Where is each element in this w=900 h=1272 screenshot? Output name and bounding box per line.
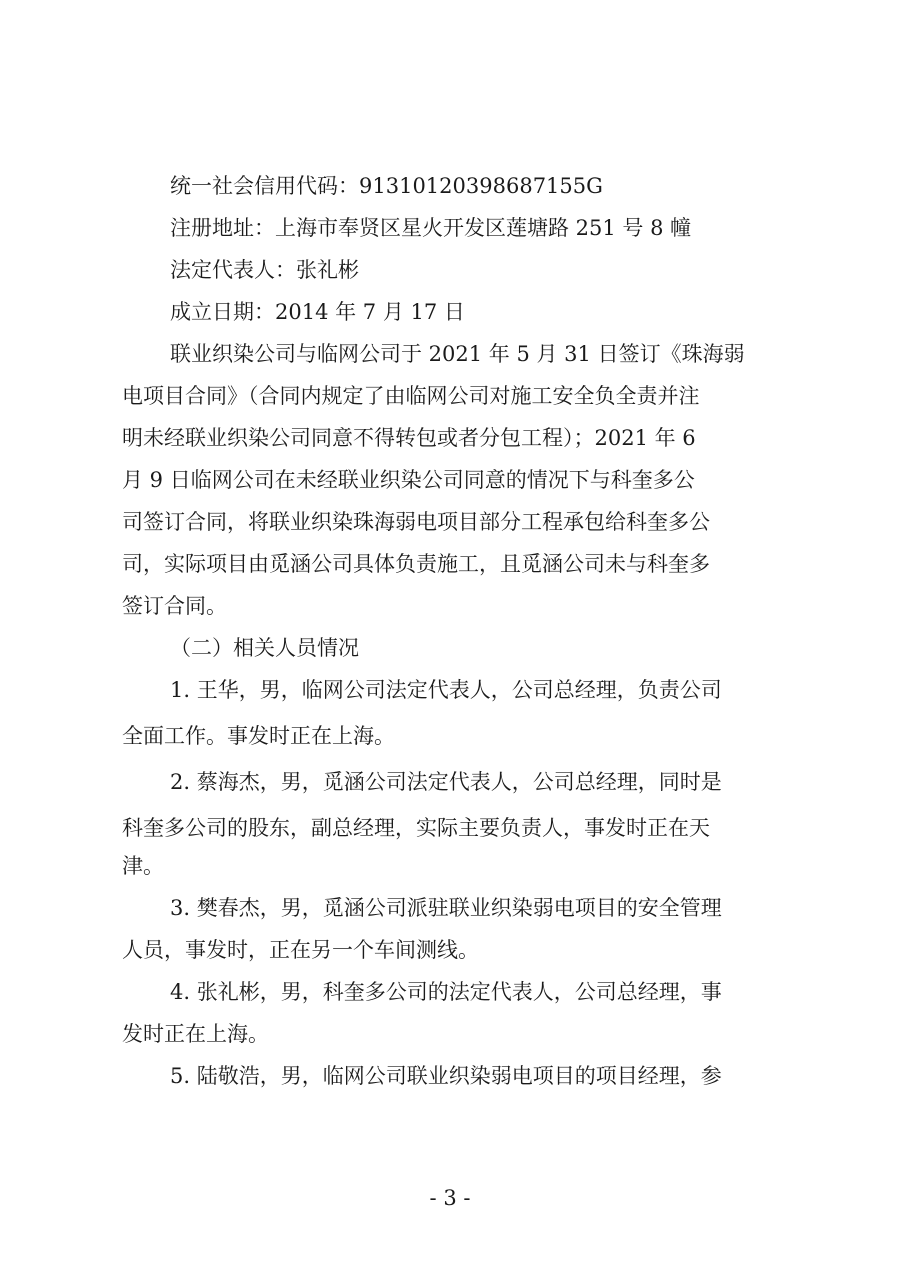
text-line: 月 9 日临网公司在未经联业织染公司同意的情况下与科奎多公 bbox=[122, 468, 695, 492]
text-line: 2. 蔡海杰，男，觅涵公司法定代表人，公司总经理，同时是 bbox=[170, 770, 722, 794]
text-line: 3. 樊春杰，男，觅涵公司派驻联业织染弱电项目的安全管理 bbox=[170, 896, 722, 920]
text-line: 1. 王华，男，临网公司法定代表人，公司总经理，负责公司 bbox=[170, 678, 722, 702]
text-line: 人员，事发时，正在另一个车间测线。 bbox=[122, 938, 479, 962]
text-line: 成立日期：2014 年 7 月 17 日 bbox=[170, 300, 465, 324]
text-line: 明未经联业织染公司同意不得转包或者分包工程）；2021 年 6 bbox=[122, 426, 696, 450]
text-line: 科奎多公司的股东，副总经理，实际主要负责人，事发时正在天 bbox=[122, 816, 710, 840]
text-line: 司，实际项目由觅涵公司具体负责施工，且觅涵公司未与科奎多 bbox=[122, 552, 710, 576]
text-line: 注册地址：上海市奉贤区星火开发区莲塘路 251 号 8 幢 bbox=[170, 216, 692, 240]
section-heading: （二）相关人员情况 bbox=[170, 636, 359, 660]
text-line: 津。 bbox=[122, 854, 164, 878]
text-line: 发时正在上海。 bbox=[122, 1022, 269, 1046]
text-line: 统一社会信用代码：91310120398687155G bbox=[170, 174, 603, 198]
text-line: 法定代表人：张礼彬 bbox=[170, 258, 359, 282]
text-line: 签订合同。 bbox=[122, 594, 227, 618]
text-line: 司签订合同，将联业织染珠海弱电项目部分工程承包给科奎多公 bbox=[122, 510, 710, 534]
text-line: 4. 张礼彬，男，科奎多公司的法定代表人，公司总经理，事 bbox=[170, 980, 722, 1004]
text-line: 电项目合同》（合同内规定了由临网公司对施工安全负全责并注 bbox=[122, 384, 700, 408]
text-line: 5. 陆敬浩，男，临网公司联业织染弱电项目的项目经理，参 bbox=[170, 1064, 722, 1088]
page-number: - 3 - bbox=[429, 1186, 471, 1210]
text-line: 联业织染公司与临网公司于 2021 年 5 月 31 日签订《珠海弱 bbox=[170, 342, 745, 366]
text-line: 全面工作。事发时正在上海。 bbox=[122, 724, 395, 748]
